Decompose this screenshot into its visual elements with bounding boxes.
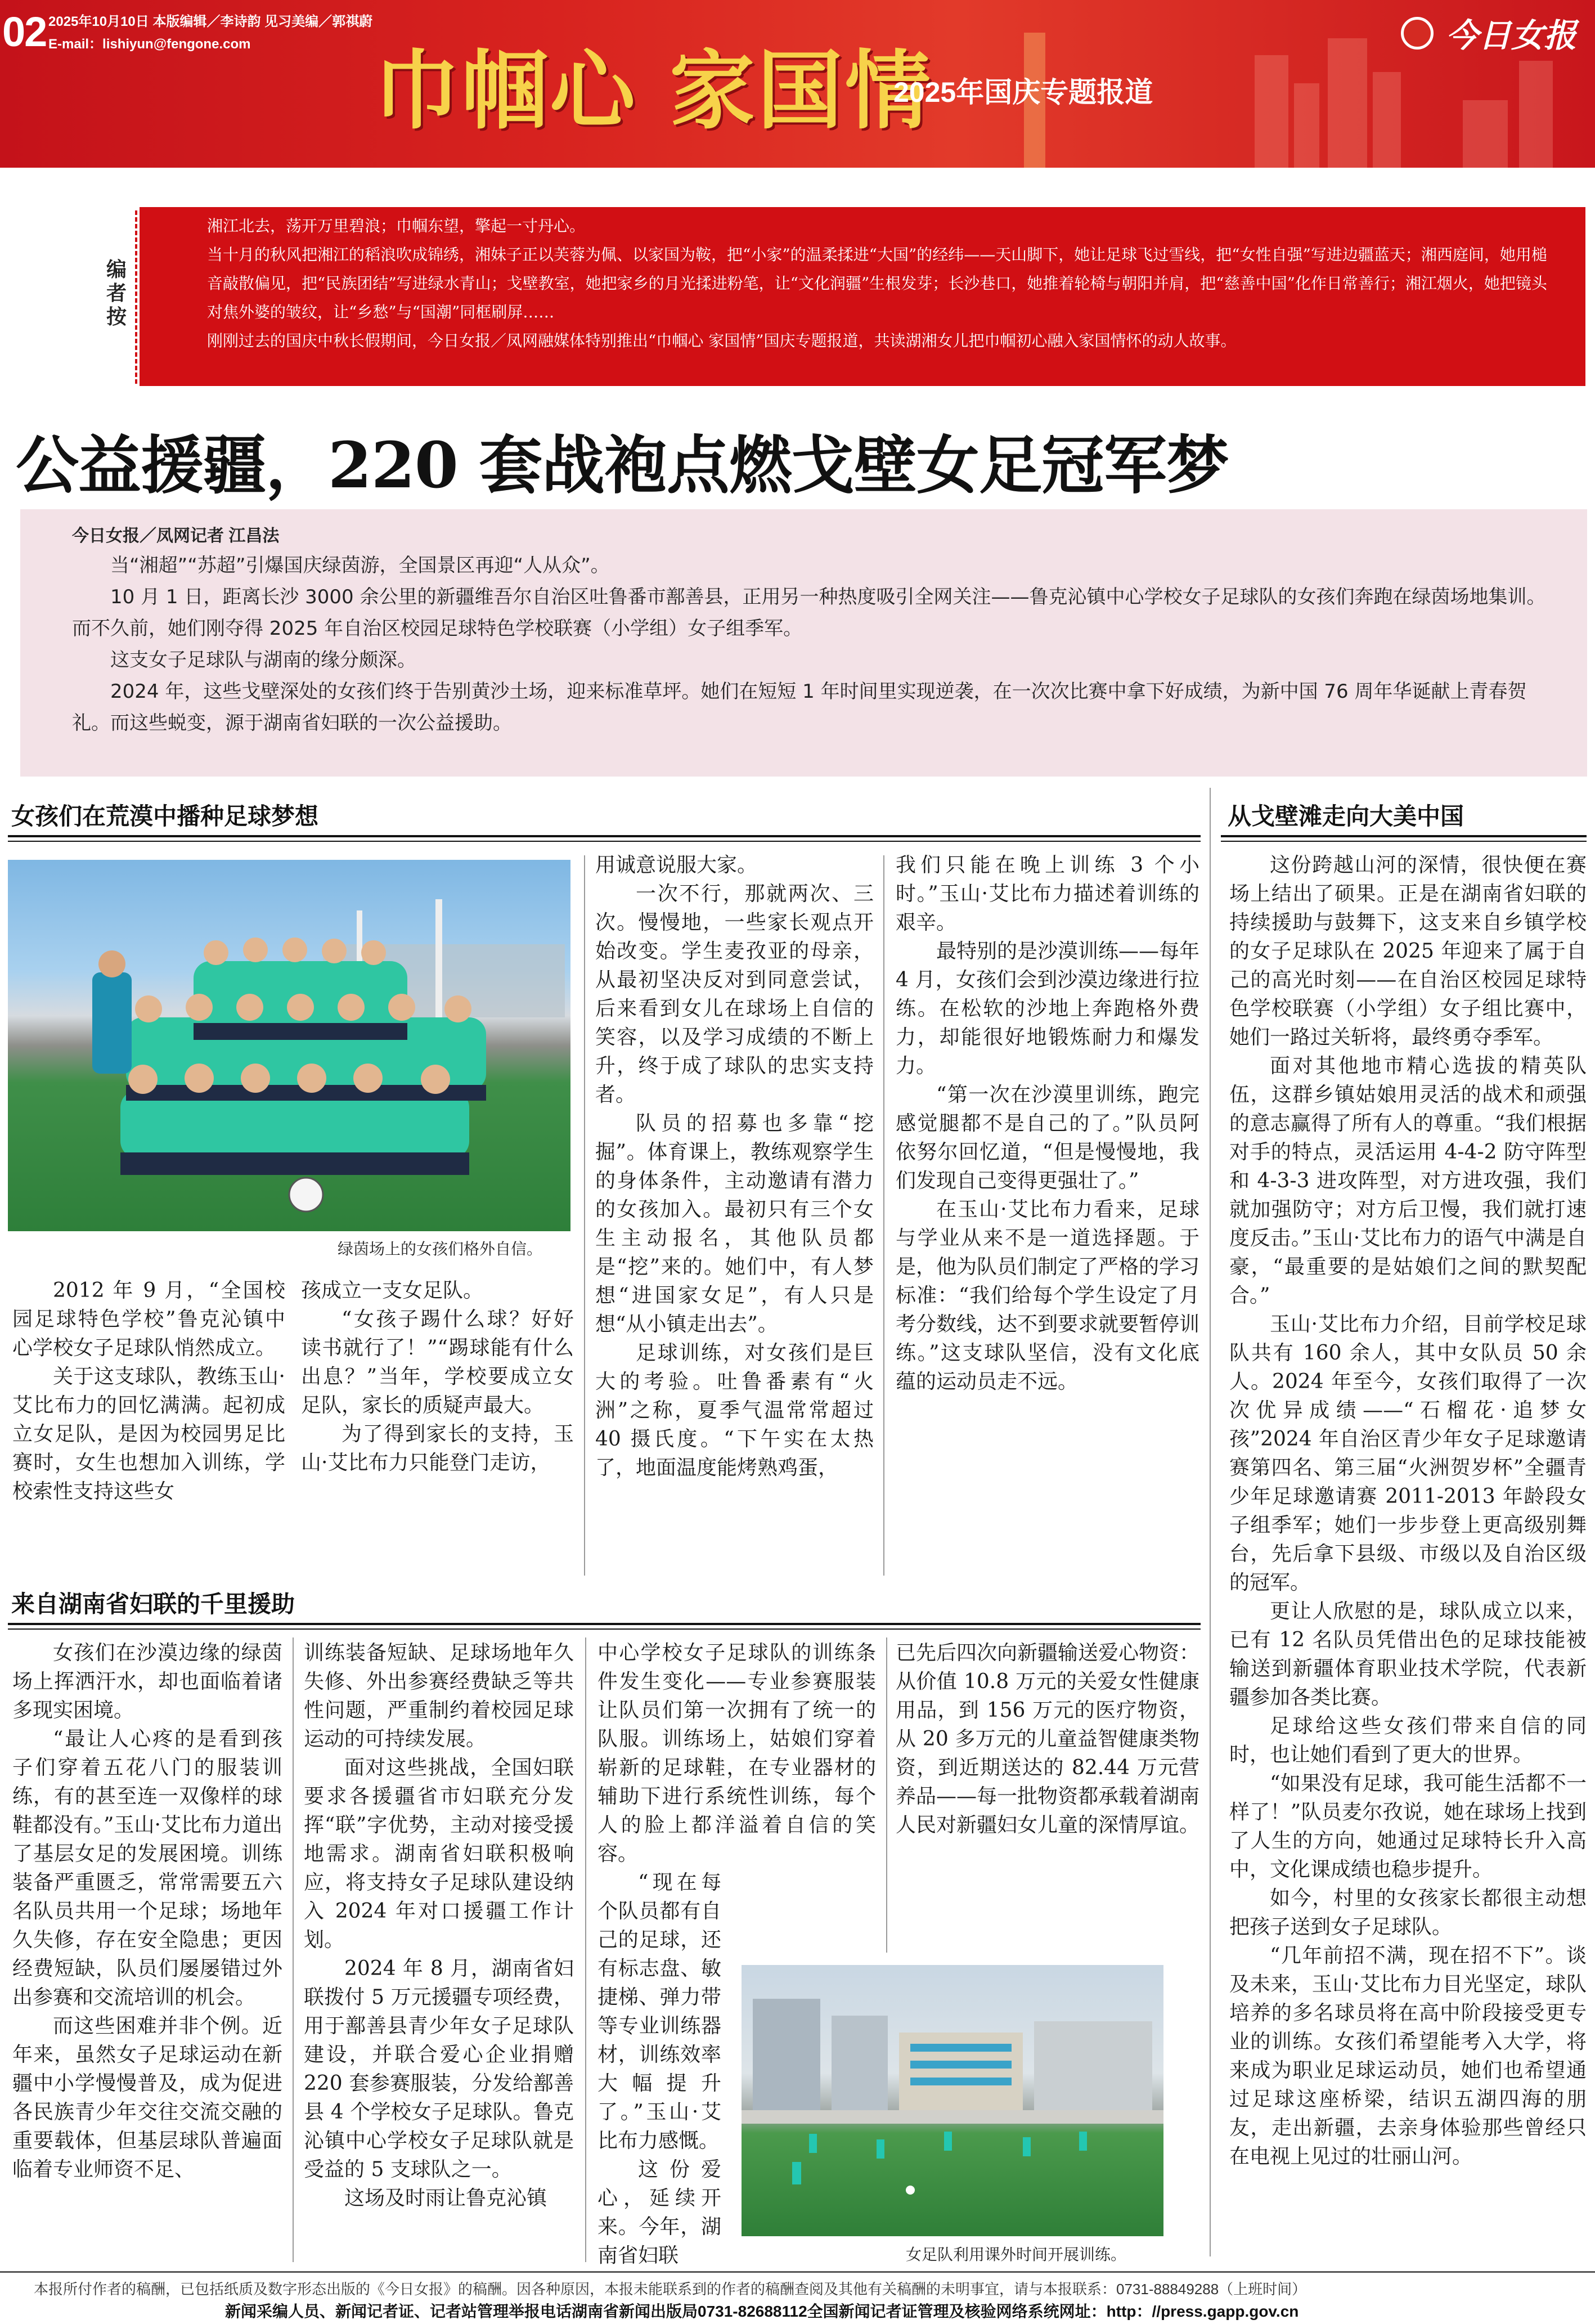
building-decoration <box>1328 38 1367 168</box>
paragraph: 面对这些挑战，全国妇联要求各援疆省市妇联充分发挥“联”字优势，主动对接受援地需求。湖南省妇联积极响应，将支持女子足球队建设纳入 2024 年对口援疆工作计划。 <box>304 1756 574 1951</box>
paragraph: 训练装备短缺、足球场地年久失修、外出参赛经费缺乏等共性问题，严重制约着校园足球运动的可持续发展。 <box>304 1641 574 1751</box>
column-divider <box>585 1637 586 2262</box>
column-divider <box>1210 788 1211 2256</box>
paragraph: 这份爱心，延续开来。今年，湖南省妇联 <box>597 2158 721 2267</box>
paragraph: “如果没有足球，我可能生活都不一样了！”队员麦尔孜说，她在球场上找到了人生的方向，她通过足球特长升入高中，文化课成绩也稳步提升。 <box>1229 1772 1587 1881</box>
paragraph: 我们只能在晚上训练 3 个小时。”玉山·艾比布力描述着训练的艰辛。 <box>896 854 1199 934</box>
paragraph: “第一次在沙漠里训练，跑完感觉腿都不是自己的了。”队员阿依努尔回忆道，“但是慢慢地，我们发现自己变得更强壮了。” <box>896 1083 1199 1192</box>
building-decoration <box>1255 55 1288 168</box>
text-column <box>1229 851 1587 2171</box>
text-column <box>12 1276 285 1506</box>
paragraph: “几年前招不满，现在招不下”。谈及未来，玉山·艾比布力目光坚定，球队培养的多名球员将在高中阶段接受更专业的训练。女孩们希望能考入大学，将来成为职业足球运动员，她们也希望通过足球这座桥梁，结识五湖四海的朋友，走出新疆，去亲身体验那些曾经只在电视上见过的壮丽山河。 <box>1229 1944 1587 2168</box>
team-photo <box>8 860 570 1231</box>
article-headline: 公益援疆，220 套战袍点燃戈壁女足冠军梦 <box>16 429 1229 503</box>
paragraph: 2012 年 9 月，“全国校园足球特色学校”鲁克沁镇中心学校女子足球队悄然成立。 <box>12 1279 285 1360</box>
royalty-notice: 本报所付作者的稿酬，已包括纸质及数字形态出版的《今日女报》的稿酬。因各种原因，本报未能联系到的作者的稿酬查阅及其他有关稿酬的未明事宜，请与本报联系：0731-88849288（上班时间） <box>34 2281 1307 2298</box>
section-rule <box>8 1623 1201 1625</box>
section-heading: 来自湖南省妇联的千里援助 <box>11 1590 295 1618</box>
paragraph: 孩成立一支女足队。 <box>301 1279 484 1302</box>
column-divider <box>584 855 585 1576</box>
paragraph: 这场及时雨让鲁克沁镇 <box>344 2187 547 2210</box>
photo-caption: 女足队利用课外时间开展训练。 <box>906 2245 1127 2264</box>
lead-paragraph: 10 月 1 日，距离长沙 3000 余公里的新疆维吾尔自治区吐鲁番市鄯善县，正用另一种热度吸引全网关注——鲁克沁镇中心学校女子足球队的女孩们奔跑在绿茵场地集训。而不久前，她们刚夺得 2025 年自治区校园足球特色学校联赛（小学组）女子组季军。 <box>72 586 1546 640</box>
building-decoration <box>1463 100 1508 168</box>
paragraph: 用诚意说服大家。 <box>595 854 758 877</box>
lead-paragraph: 这支女子足球队与湖南的缘分颇深。 <box>110 649 416 671</box>
paragraph: 这份跨越山河的深情，很快便在赛场上结出了硕果。正是在湖南省妇联的持续援助与鼓舞下，这支来自乡镇学校的女子足球队在 2025 年迎来了属于自己的高光时刻——在自治区校园足球特色学校联赛（小学组）女子组比赛中，她们一路过关斩将，最终勇夺季军。 <box>1229 854 1587 1049</box>
section-rule <box>1221 841 1587 842</box>
paragraph: 队员的招募也多靠“挖掘”。体育课上，教练观察学生的身体条件，主动邀请有潜力的女孩加入。最初只有三个女生主动报名，其他队员都是“挖”来的。她们中，有人梦想“进国家女足”，有人只是想“从小镇走出去”。 <box>595 1112 874 1336</box>
byline: 今日女报／凤网记者 江昌法 <box>72 527 280 545</box>
section-rule <box>8 1628 1201 1630</box>
paragraph: 为了得到家长的支持，玉山·艾比布力只能登门走访， <box>301 1423 574 1474</box>
newspaper-logo: 今日女报 <box>1446 16 1577 55</box>
lead-paragraph: 当“湘超”“苏超”引爆国庆绿茵游，全国景区再迎“人从众”。 <box>110 554 610 577</box>
paragraph: “现在每个队员都有自己的足球，还有标志盘、敏捷梯、弹力带等专业训练器材，训练效率大幅提升了。”玉山·艾比布力感慨。 <box>597 1871 721 2152</box>
section-rule <box>8 835 1201 837</box>
paragraph: 关于这支球队，教练玉山·艾比布力的回忆满满。起初成立女足队，是因为校园男足比赛时，女生也想加入训练，学校索性支持这些女 <box>12 1365 285 1503</box>
editor-note <box>140 207 1585 386</box>
text-column <box>301 1276 574 1477</box>
section-rule <box>1221 835 1587 837</box>
text-column <box>304 1639 574 2213</box>
text-column <box>896 1639 1199 1840</box>
paragraph: 一次不行，那就两次、三次。慢慢地，一些家长观点开始改变。学生麦孜亚的母亲，从最初坚决反对到同意尝试，后来看到女儿在球场上自信的笑容，以及学习成绩的不断上升，终于成了球队的忠实支持者。 <box>595 882 874 1106</box>
text-column <box>595 851 874 1482</box>
paragraph: “最让人心疼的是看到孩子们穿着五花八门的服装训练，有的甚至连一双像样的球鞋都没有。”玉山·艾比布力道出了基层女足的发展困境。训练装备严重匮乏，常常需要五六名队员共用一个足球；场地年久失修，存在安全隐患；更因经费短缺，队员们屡屡错过外出参赛和交流培训的机会。 <box>12 1728 282 2009</box>
footer-rule <box>0 2271 1595 2273</box>
section-heading: 女孩们在荒漠中播种足球梦想 <box>11 802 319 830</box>
section-rule <box>8 841 1201 842</box>
report-hotline: 新闻采编人员、新闻记者证、记者站管理举报电话湖南省新闻出版局0731-82688112全国新闻记者证管理及核验网络系统网址：http：//press.gapp.gov.cn <box>225 2303 1299 2320</box>
editor-note-label: 编者按 <box>106 258 127 329</box>
column-divider <box>293 1637 294 2262</box>
text-column <box>896 851 1199 1396</box>
paragraph: 女孩们在沙漠边缘的绿茵场上挥洒汗水，却也面临着诸多现实困境。 <box>12 1641 282 1722</box>
circle-emblem-icon <box>1401 17 1434 50</box>
paragraph: 2024 年 8 月，湖南省妇联拨付 5 万元援疆专项经费，用于鄯善县青少年女子足球队建设，并联合爱心企业捐赠 220 套参赛服装，分发给鄯善县 4 个学校女子足球队。鲁克沁镇中心学校女子足球队就是受益的 5 支球队之一。 <box>304 1957 574 2181</box>
column-slogan: 巾帼心 家国情 <box>374 40 933 141</box>
paragraph: 最特别的是沙漠训练——每年 4 月，女孩们会到沙漠边缘进行拉练。在松软的沙地上奔跑格外费力，却能很好地锻炼耐力和爆发力。 <box>896 940 1200 1078</box>
editor-email: E-mail：lishiyun@fengone.com <box>48 37 251 52</box>
training-photo-illustration <box>742 1965 1163 2236</box>
page-number: 02 <box>2 8 47 55</box>
building-decoration <box>1294 83 1319 168</box>
article-lead <box>20 509 1587 777</box>
building-decoration <box>1519 61 1553 168</box>
paragraph: 更让人欣慰的是，球队成立以来，已有 12 名队员凭借出色的足球技能被输送到新疆体育职业技术学院，代表新疆参加各类比赛。 <box>1229 1600 1587 1709</box>
paragraph: 中心学校女子足球队的训练条件发生变化——专业参赛服装让队员们第一次拥有了统一的队服。训练场上，姑娘们穿着崭新的足球鞋，在专业器材的辅助下进行系统性训练，每个人的脸上都洋溢着自信的笑容。 <box>597 1641 876 1865</box>
text-column <box>12 1639 282 2184</box>
training-photo <box>742 1965 1163 2236</box>
editor-note-paragraph: 湘江北去，荡开万里碧浪；巾帼东望，擎起一寸丹心。 <box>207 217 586 235</box>
edition-info: 2025年10月10日 本版编辑／李诗韵 见习美编／郭祺蔚 <box>48 14 373 29</box>
paragraph: 足球给这些女孩们带来自信的同时，也让她们看到了更大的世界。 <box>1229 1715 1587 1766</box>
column-divider <box>886 1637 887 1953</box>
paragraph: 在玉山·艾比布力看来，足球与学业从来不是一道选择题。于是，他为队员们制定了严格的学习标准：“我们给每个学生设定了月考分数线，达不到要求就要暂停训练。”这支球队坚信，没有文化底蕴的运动员走不远。 <box>896 1198 1200 1393</box>
paragraph: 如今，村里的女孩家长都很主动想把孩子送到女子足球队。 <box>1229 1887 1587 1939</box>
paragraph: 已先后四次向新疆输送爱心物资：从价值 10.8 万元的关爱女性健康用品，到 156 万元的医疗物资，从 20 多万元的儿童益智健康类物资，到近期送达的 82.44 万元营养品——每一批物资都承载着湖南人民对新疆妇女儿童的深情厚谊。 <box>896 1641 1200 1837</box>
paragraph: 玉山·艾比布力介绍，目前学校足球队共有 160 余人，其中女队员 50 余人。2024 年至今，女孩们取得了一次次优异成绩——“石榴花·追梦女孩”2024 年自治区青少年女子足球邀请赛第四名、第三届“火洲贺岁杯”全疆青少年足球邀请赛 2011-2013 年龄段女子组季军；她们一步步登上更高级别舞台，先后拿下县级、市级以及自治区级的冠军。 <box>1229 1313 1587 1594</box>
section-heading: 从戈壁滩走向大美中国 <box>1228 802 1464 830</box>
special-report-title: 2025年国庆专题报道 <box>893 77 1153 108</box>
lead-paragraph: 2024 年，这些戈壁深处的女孩们终于告别黄沙土场，迎来标准草坪。她们在短短 1 年时间里实现逆袭，在一次次比赛中拿下好成绩，为新中国 76 周年华诞献上青春贺礼。而这些蜕变，源于湖南省妇联的一次公益援助。 <box>72 680 1527 734</box>
editor-note-paragraph: 当十月的秋风把湘江的稻浪吹成锦绣，湘妹子正以芙蓉为佩、以家国为鞍，把“小家”的温柔揉进“大国”的经纬——天山脚下，她让足球飞过雪线，把“女性自强”写进边疆蓝天；湘西庭间，她用槌音敲散偏见，把“民族团结”写进绿水青山；戈壁教室，她把家乡的月光揉进粉笔，让“文化润疆”生根发芽；长沙巷口，她推着轮椅与朝阳并肩，把“慈善中国”化作日常善行；湘江烟火，她把镜头对焦外婆的皱纹，让“乡愁”与“国潮”同框刷屏…… <box>207 245 1547 321</box>
building-decoration <box>1373 72 1401 168</box>
team-photo-illustration <box>8 860 570 1231</box>
paragraph: “女孩子踢什么球？好好读书就行了！”“踢球能有什么出息？”当年，学校要成立女足队，家长的质疑声最大。 <box>301 1308 574 1417</box>
paragraph: 面对其他地市精心选拔的精英队伍，这群乡镇姑娘用灵活的战术和顽强的意志赢得了所有人的尊重。“我们根据对手的特点，灵活运用 4-4-2 防守阵型和 4-3-3 进攻阵型，对方进攻强，我们就加强防守；对方后卫慢，我们就打速度反击。”玉山·艾比布力的语气中满是自豪，“最重要的是姑娘们之间的默契配合。” <box>1229 1055 1587 1307</box>
column-divider <box>883 855 884 1576</box>
paragraph: 足球训练，对女孩们是巨大的考验。吐鲁番素有“火洲”之称，夏季气温常常超过 40 摄氏度。“下午实在太热了，地面温度能烤熟鸡蛋， <box>595 1342 874 1479</box>
paragraph: 而这些困难并非个例。近年来，虽然女子足球运动在新疆中小学慢慢普及，成为促进各民族青少年交往交流交融的重要载体，但基层球队普遍面临着专业师资不足、 <box>12 2015 282 2181</box>
photo-caption: 绿茵场上的女孩们格外自信。 <box>338 1240 543 1258</box>
editor-note-paragraph: 刚刚过去的国庆中秋长假期间，今日女报／凤网融媒体特别推出“巾帼心 家国情”国庆专题报道，共读湖湘女儿把巾帼初心融入家国情怀的动人故事。 <box>207 331 1237 350</box>
